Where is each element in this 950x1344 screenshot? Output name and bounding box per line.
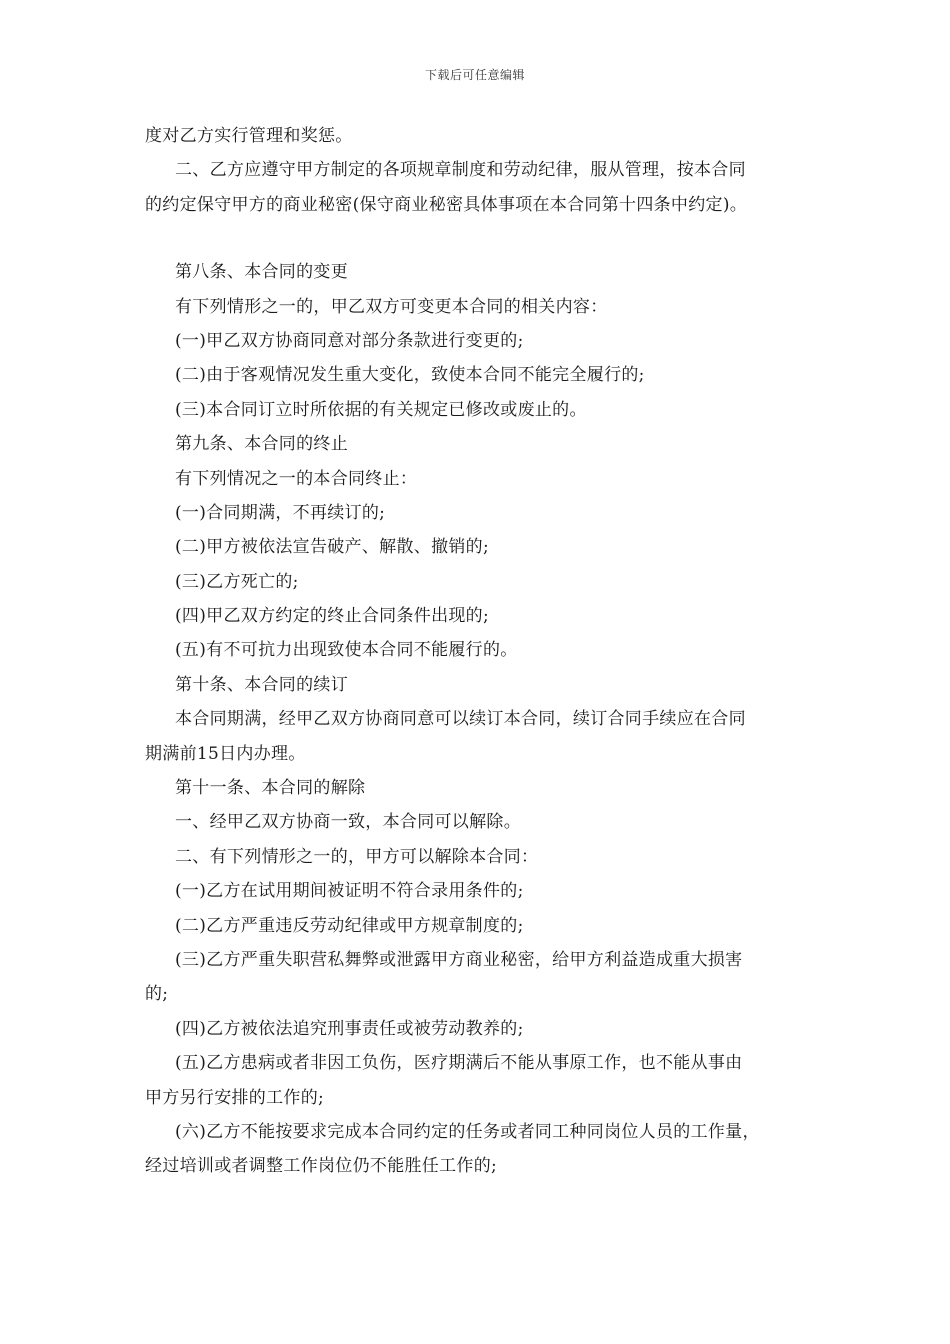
text-line: 经过培训或者调整工作岗位仍不能胜任工作的; (145, 1156, 498, 1177)
text-line: (一)乙方在试用期间被证明不符合录用条件的; (175, 881, 524, 902)
text-line: (三)乙方死亡的; (175, 571, 299, 592)
text-line: (六)乙方不能按要求完成本合同约定的任务或者同工种同岗位人员的工作量， (175, 1121, 760, 1142)
text-line: (四)乙方被依法追究刑事责任或被劳动教养的; (175, 1018, 524, 1039)
text-line: (二)由于客观情况发生重大变化，致使本合同不能完全履行的; (175, 365, 645, 386)
text-line: (一)合同期满，不再续订的; (175, 502, 386, 523)
text-line: 的约定保守甲方的商业秘密(保守商业秘密具体事项在本合同第十四条中约定)。 (145, 194, 748, 215)
text-line: 第九条、本合同的终止 (175, 434, 348, 455)
text-line: (五)有不可抗力出现致使本合同不能履行的。 (175, 640, 518, 661)
paragraph-gap (145, 222, 817, 255)
text-line: 有下列情形之一的，甲乙双方可变更本合同的相关内容： (175, 296, 608, 317)
text-line: 本合同期满，经甲乙双方协商同意可以续订本合同，续订合同手续应在合同 (175, 709, 746, 730)
text-line: (二)甲方被依法宣告破产、解散、撤销的; (175, 537, 489, 558)
text-line: (二)乙方严重违反劳动纪律或甲方规章制度的; (175, 915, 524, 936)
text-line: (一)甲乙双方协商同意对部分条款进行变更的; (175, 330, 524, 351)
document-body (145, 119, 817, 1184)
text-line: 甲方另行安排的工作的; (145, 1087, 325, 1108)
text-line: (三)本合同订立时所依据的有关规定已修改或废止的。 (175, 399, 587, 420)
text-line: 度对乙方实行管理和奖惩。 (145, 126, 353, 146)
text-line: 二、有下列情形之一的，甲方可以解除本合同： (175, 846, 539, 867)
text-line: 有下列情况之一的本合同终止： (175, 468, 418, 489)
text-line: (五)乙方患病或者非因工负伤，医疗期满后不能从事原工作，也不能从事由 (175, 1053, 743, 1074)
text-line: (三)乙方严重失职营私舞弊或泄露甲方商业秘密，给甲方利益造成重大损害 (175, 949, 743, 970)
text-line: 一、经甲乙双方协商一致，本合同可以解除。 (175, 812, 521, 833)
text-line: 二、乙方应遵守甲方制定的各项规章制度和劳动纪律，服从管理，按本合同 (175, 160, 746, 181)
text-line: 的; (145, 984, 169, 1005)
page-header: 下载后可任意编辑 (424, 68, 525, 82)
text-line: 期满前15日内办理。 (145, 743, 306, 764)
text-line: 第八条、本合同的变更 (175, 262, 348, 283)
text-line: 第十一条、本合同的解除 (175, 778, 366, 799)
text-line: (四)甲乙双方约定的终止合同条件出现的; (175, 606, 489, 627)
text-line: 第十条、本合同的续订 (175, 674, 348, 695)
